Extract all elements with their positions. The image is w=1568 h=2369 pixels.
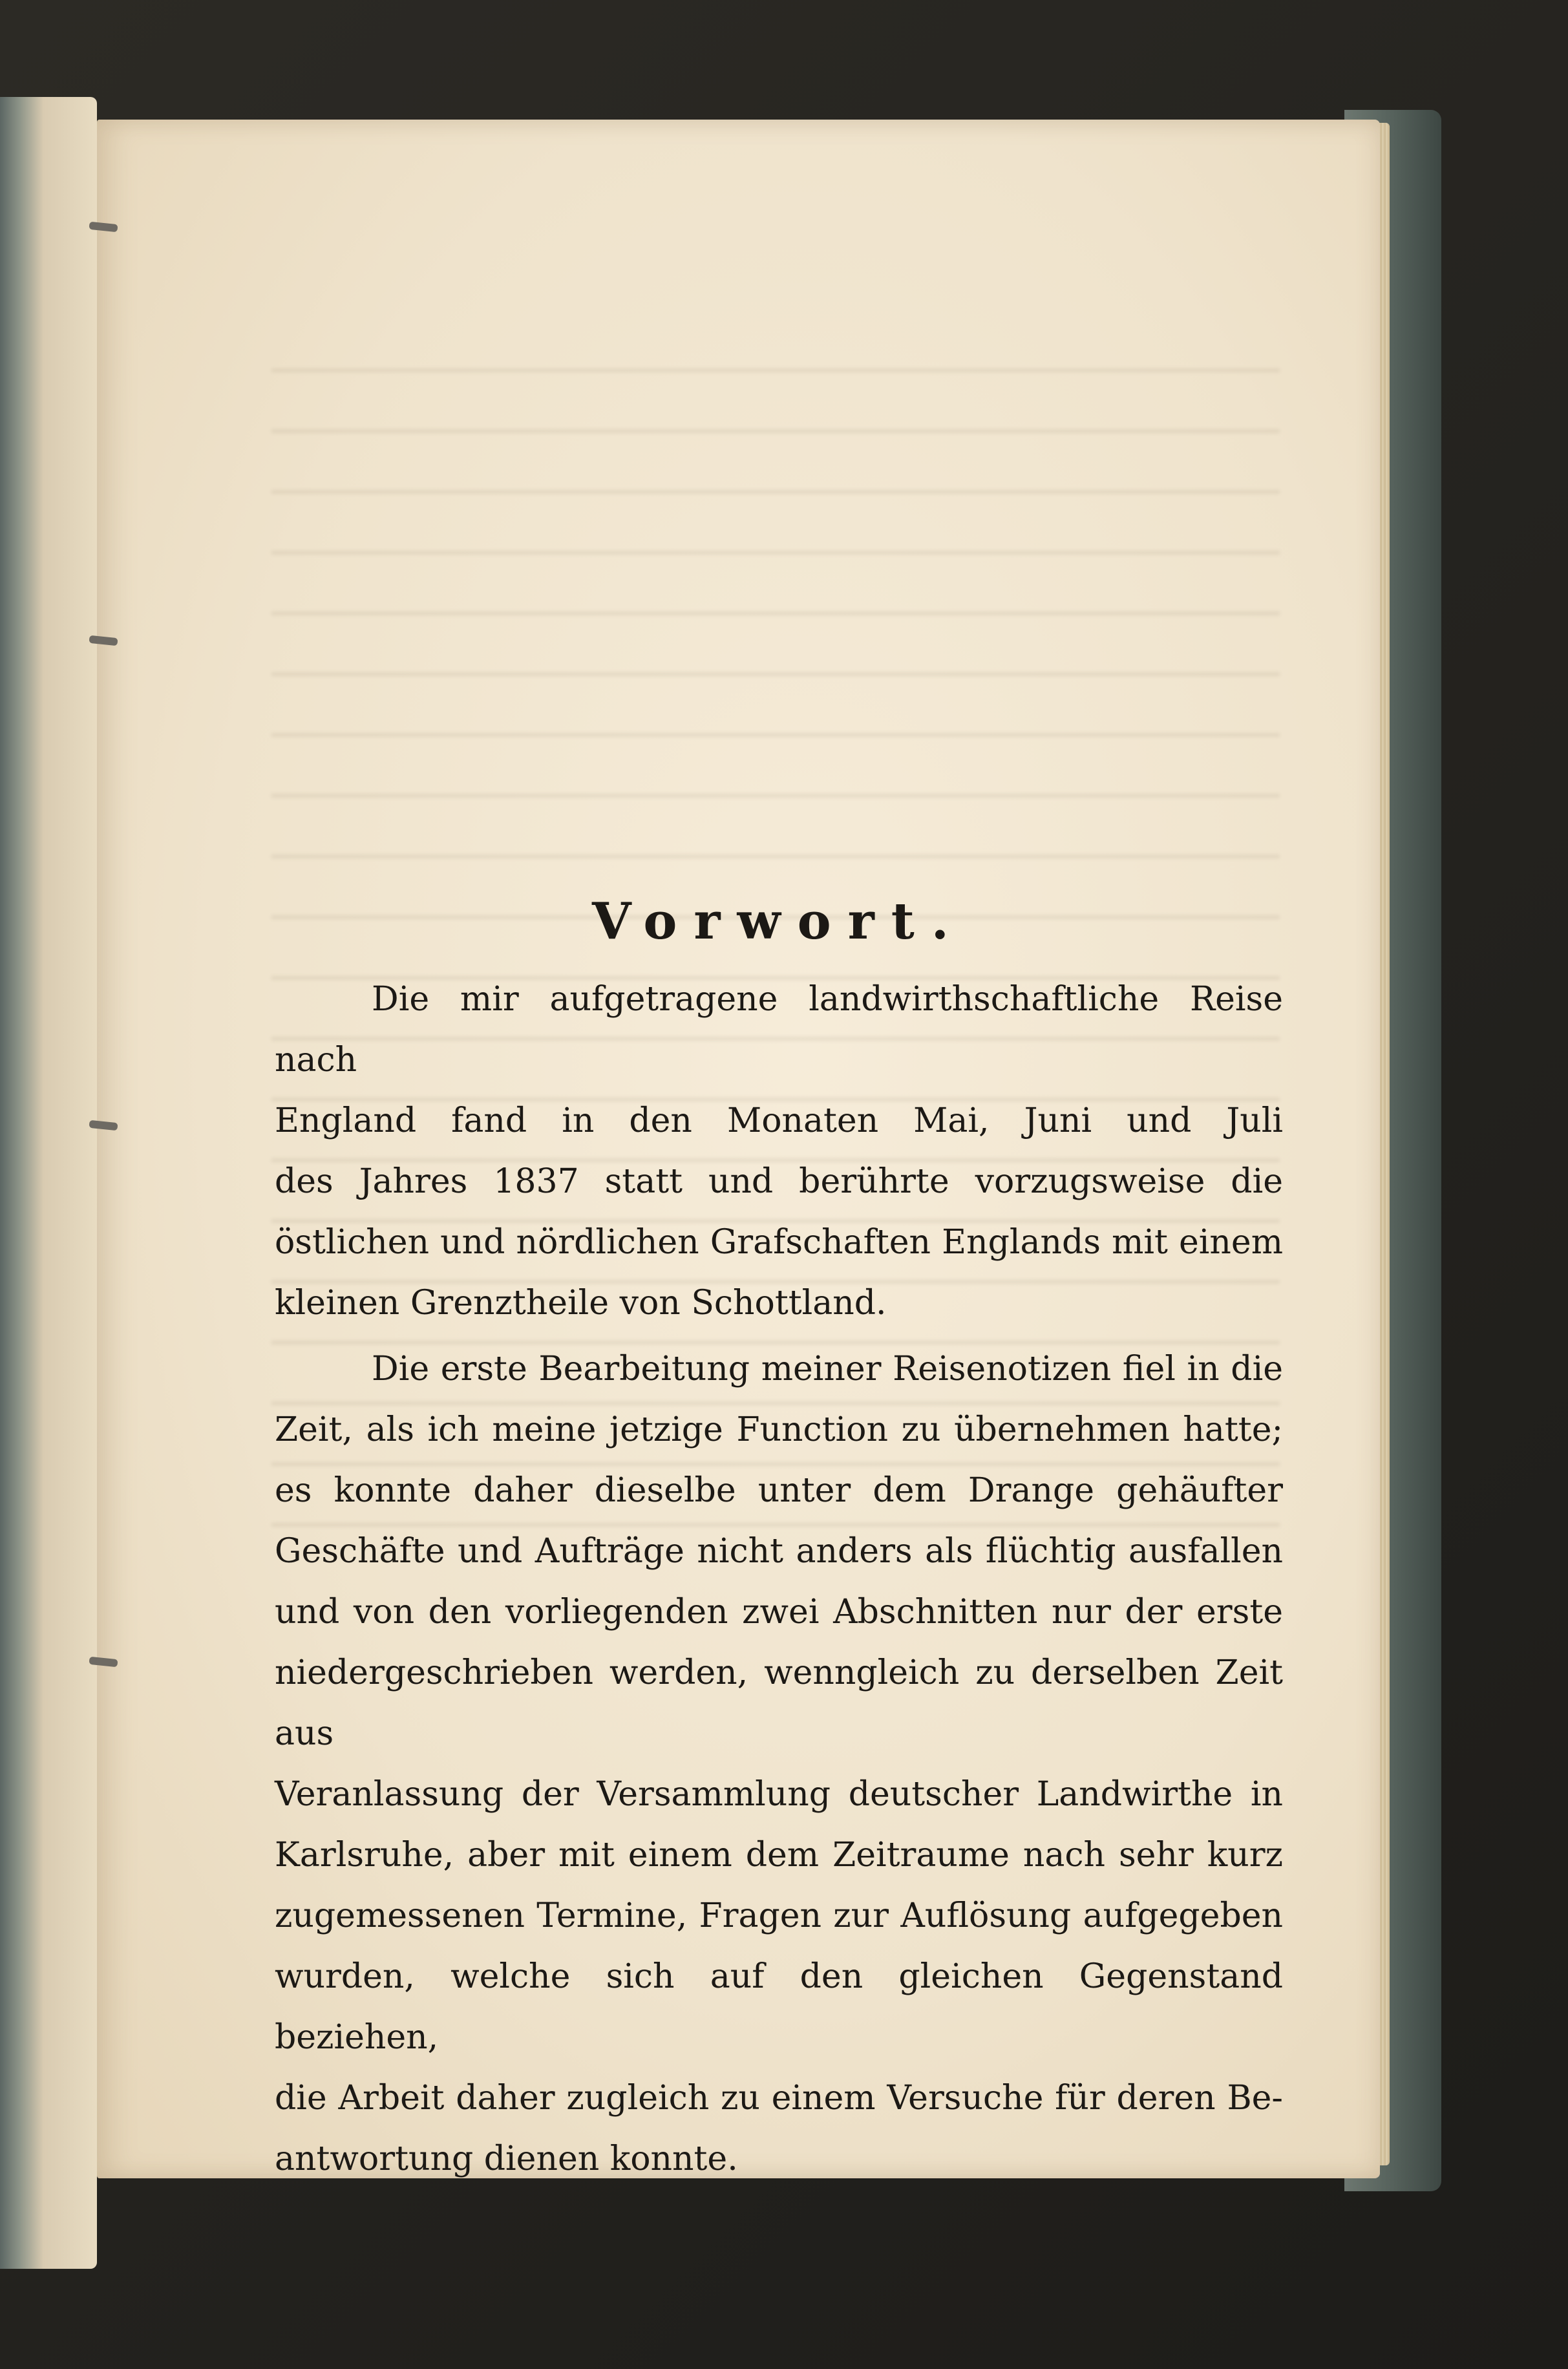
text-line: niedergeschrieben werden, wenngleich zu derselben Zeit aus [275,1653,1283,1753]
paragraph-2 [275,1339,1283,2189]
text-line: zugemessenen Termine, Fragen zur Auflösung aufgegeben [275,1896,1283,1935]
page-heading: Vorwort. [592,892,966,951]
text-line: es konnte daher dieselbe unter dem Drange gehäufter [275,1471,1283,1510]
text-line: Die mir aufgetragene landwirthschaftliche Reise nach [275,980,1283,1079]
text-line: östlichen und nördlichen Grafschaften Englands mit einem [275,1223,1283,1262]
text-line: Geschäfte und Aufträge nicht anders als flüchtig ausfallen [275,1532,1283,1571]
text-line: und von den vorliegenden zwei Abschnitten nur der erste [275,1593,1283,1631]
text-line: Karlsruhe, aber mit einem dem Zeitraume nach sehr kurz [275,1836,1283,1875]
text-line: die Arbeit daher zugleich zu einem Versuche für deren Be- [275,2079,1283,2118]
text-line: Zeit, als ich meine jetzige Function zu übernehmen hatte; [275,1410,1283,1449]
text-line: wurden, welche sich auf den gleichen Gegenstand beziehen, [275,1957,1283,2057]
text-line: antwortung dienen konnte. [275,2140,738,2178]
text-line: Veranlassung der Versammlung deutscher Landwirthe in [275,1775,1283,1814]
page-text [275,892,1283,2189]
text-line: England fand in den Monaten Mai, Juni und Juli [275,1101,1283,1140]
text-line: des Jahres 1837 statt und berührte vorzugsweise die [275,1162,1283,1201]
text-line: kleinen Grenztheile von Schottland. [275,1284,887,1323]
text-line: Die erste Bearbeitung meiner Reisenotizen fiel in die [372,1350,1283,1388]
paragraph-1 [275,969,1283,1333]
facing-page-edge [0,97,97,2269]
